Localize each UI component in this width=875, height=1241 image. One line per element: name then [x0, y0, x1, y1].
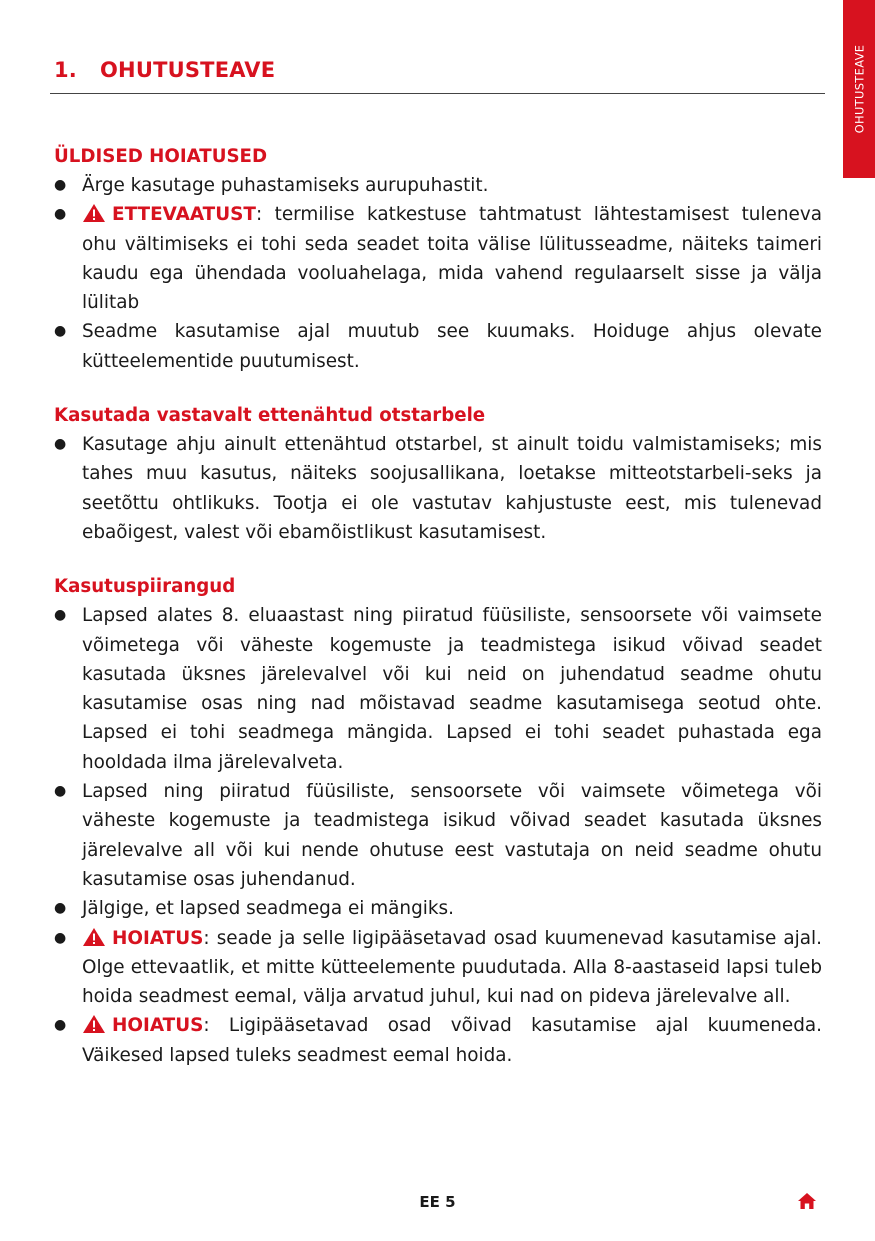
chapter-number: 1. [54, 58, 77, 82]
bullet-list [54, 430, 822, 547]
list-item [54, 601, 822, 777]
list-item-text: Seadme kasutamise ajal muutub see kuumaks. Hoiduge ahjus olevate kütteelementide puutumisest. [82, 321, 822, 372]
title-divider [50, 93, 825, 94]
list-item [54, 317, 822, 376]
list-item-text: : seade ja selle ligipääsetavad osad kuumenevad kasutamise ajal. Olge ettevaatlik, et mitte kütteelemente puudutada. Alla 8-aastaseid lapsi tuleb hoida seadmest eemal, välja arvatud juhul, kui nad on pideva järelevalve all. [82, 927, 822, 1008]
section-heading: Kasutuspiirangud [54, 576, 236, 598]
list-item-text: : termilise katkestuse tahtmatust lähtestamisest tuleneva ohu vältimiseks ei tohi seda seadet toita välise lülitusseadme, näiteks taimeri kaudu ega ühendada vooluahelaga, mida vahend regulaarselt sisse ja välja lülitab [82, 204, 822, 314]
bullet-icon: ● [54, 929, 67, 946]
warning-label: ETTEVAATUST [112, 204, 256, 226]
bullet-icon: ● [54, 177, 67, 193]
section-heading: ÜLDISED HOIATUSED [54, 146, 268, 167]
bullet-icon: ● [54, 607, 67, 624]
list-item [54, 894, 822, 923]
side-section-tab[interactable] [843, 0, 875, 178]
list-item-text: Jälgige, et lapsed seadmega ei mängiks. [82, 898, 454, 920]
warning-label: HOIATUS [112, 927, 204, 949]
side-tab-label: OHUTUSTEAVE [852, 44, 866, 134]
list-item [54, 171, 822, 200]
bullet-icon: ● [54, 436, 67, 453]
list-item-text: Lapsed alates 8. eluaastast ning piiratud füüsiliste, sensoorsete või vaimsete võimetega või väheste kogemuste ja teadmistega isikud võivad seadet kasutada üksnes järelevalvel või kui neid on juhendatud seadme ohutu kasutamise osas ning nad mõistavad seadme kasutamisega seotud ohte. Lapsed ei tohi seadmega mängida. Lapsed ei tohi seadet puhastada ega hooldada ilma järelevalveta. [82, 605, 822, 773]
list-item-text: Lapsed ning piiratud füüsiliste, sensoorsete või vaimsete võimetega või väheste kogemuste ja teadmistega isikud võivad seadet kasutada üksnes järelevalve all või kui nende ohutuse eest vastutaja on neid seadme ohutu kasutamise osas juhendanud. [82, 781, 822, 890]
page-content [54, 143, 822, 1070]
bullet-icon: ● [54, 1017, 67, 1034]
bullet-icon: ● [54, 783, 67, 800]
chapter-title-text: OHUTUSTEAVE [100, 58, 276, 82]
list-item-text: Kasutage ahju ainult ettenähtud otstarbel, st ainult toidu valmistamiseks; mis tahes muu kasutus, näiteks soojusallikana, loetakse mitteotstarbeli-seks ja seetõttu ohtlikuks. Tootja ei ole vastutav kahjustuste eest, mis tulenevad ebaõigest, valest või ebamõistlikust kasutamisest. [82, 434, 822, 543]
list-item [54, 924, 822, 1012]
warning-label: HOIATUS [112, 1015, 204, 1037]
warning-triangle-icon [82, 1014, 106, 1034]
bullet-list [54, 171, 822, 376]
page-number: EE 5 [419, 1193, 456, 1211]
list-item-text: Ärge kasutage puhastamiseks aurupuhastit. [82, 175, 489, 196]
chapter-title [54, 58, 824, 82]
bullet-list [54, 601, 822, 1070]
bullet-icon: ● [54, 206, 67, 223]
bullet-icon: ● [54, 900, 67, 917]
section-heading: Kasutada vastavalt ettenähtud otstarbele [54, 405, 486, 427]
list-item [54, 1011, 822, 1070]
warning-triangle-icon [82, 203, 106, 223]
list-item-text: : Ligipääsetavad osad võivad kasutamise ajal kuumeneda. Väikesed lapsed tuleks seadmest eemal hoida. [82, 1015, 822, 1066]
bullet-icon: ● [54, 323, 67, 340]
home-icon[interactable] [797, 1192, 817, 1210]
list-item [54, 430, 822, 547]
list-item [54, 200, 822, 317]
list-item [54, 777, 822, 894]
warning-triangle-icon [82, 927, 106, 947]
